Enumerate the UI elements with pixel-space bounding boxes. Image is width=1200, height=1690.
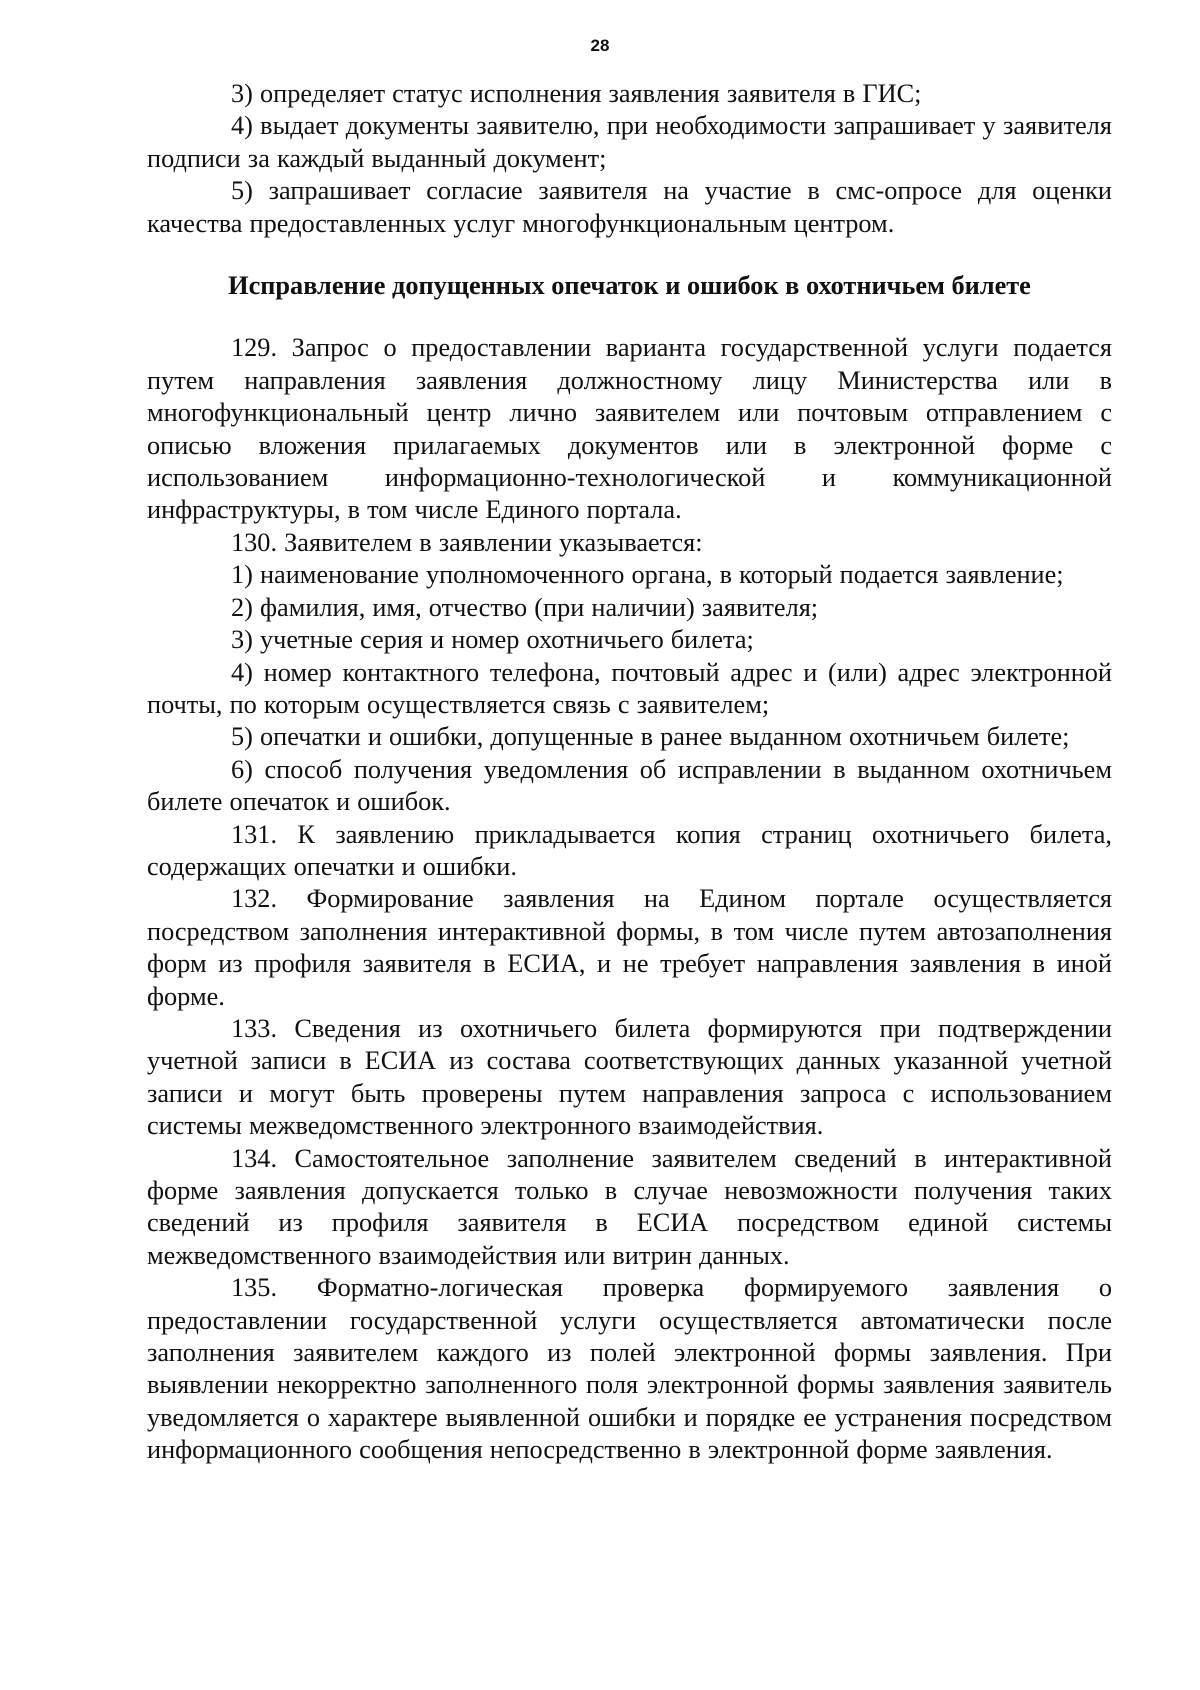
paragraph-133: 133. Сведения из охотничьего билета формируются при подтверждении учетной записи в ЕСИА из состава соответствующих данных указанной учетной записи и могут быть проверены путем направления запроса с использованием системы межведомственного электронного взаимодействия. bbox=[147, 1013, 1112, 1141]
list-item: 3) учетные серия и номер охотничьего билета; bbox=[231, 625, 754, 655]
paragraph-129: 129. Запрос о предоставлении варианта государственной услуги подается путем направления заявления должностному лицу Министерства или в многофункциональный центр лично заявителем или почтовым отправлением с описью вложения прилагаемых документов или в электронной форме с использованием информационно-технологической и коммуникационной инфраструктуры, в том числе Единого портала. bbox=[147, 333, 1112, 525]
list-item: 6) способ получения уведомления об исправлении в выданном охотничьем билете опечаток и ошибок. bbox=[147, 754, 1112, 817]
list-item: 5) запрашивает согласие заявителя на участие в смс-опросе для оценки качества предоставленных услуг многофункциональным центром. bbox=[147, 176, 1112, 238]
paragraph-134: 134. Самостоятельное заполнение заявителем сведений в интерактивной форме заявления допускается только в случае невозможности получения таких сведений из профиля заявителя в ЕСИА посредством единой системы межведомственного взаимодействия или витрин данных. bbox=[147, 1143, 1112, 1270]
page-number: 28 bbox=[590, 36, 610, 55]
paragraph-130: 130. Заявителем в заявлении указывается: bbox=[231, 527, 703, 557]
document-body bbox=[147, 78, 1112, 1467]
paragraph-135: 135. Форматно-логическая проверка формируемого заявления о предоставлении государственной услуги осуществляется автоматически после заполнения заявителем каждого из полей электронной формы заявления. При выявлении некорректно заполненного поля электронной формы заявления заявитель уведомляется о характере выявленной ошибки и порядке ее устранения посредством информационного сообщения непосредственно в электронной форме заявления. bbox=[147, 1273, 1112, 1465]
list-item: 5) опечатки и ошибки, допущенные в ранее выданном охотничьем билете; bbox=[231, 722, 1070, 752]
list-item: 4) выдает документы заявителю, при необходимости запрашивает у заявителя подписи за каждый выданный документ; bbox=[147, 111, 1112, 173]
section-heading: Исправление допущенных опечаток и ошибок в охотничьем билете bbox=[228, 271, 1031, 301]
list-item: 1) наименование уполномоченного органа, в который подается заявление; bbox=[231, 560, 1064, 590]
paragraph-132: 132. Формирование заявления на Едином портале осуществляется посредством заполнения интерактивной формы, в том числе путем автозаполнения форм из профиля заявителя в ЕСИА, и не требует направления заявления в иной форме. bbox=[147, 884, 1112, 1011]
paragraph-131: 131. К заявлению прикладывается копия страниц охотничьего билета, содержащих опечатки и ошибки. bbox=[147, 819, 1112, 881]
list-item: 2) фамилия, имя, отчество (при наличии) заявителя; bbox=[231, 592, 819, 622]
list-item: 4) номер контактного телефона, почтовый адрес и (или) адрес электронной почты, по которым осуществляется связь с заявителем; bbox=[147, 657, 1112, 719]
list-item: 3) определяет статус исполнения заявления заявителя в ГИС; bbox=[231, 79, 922, 108]
